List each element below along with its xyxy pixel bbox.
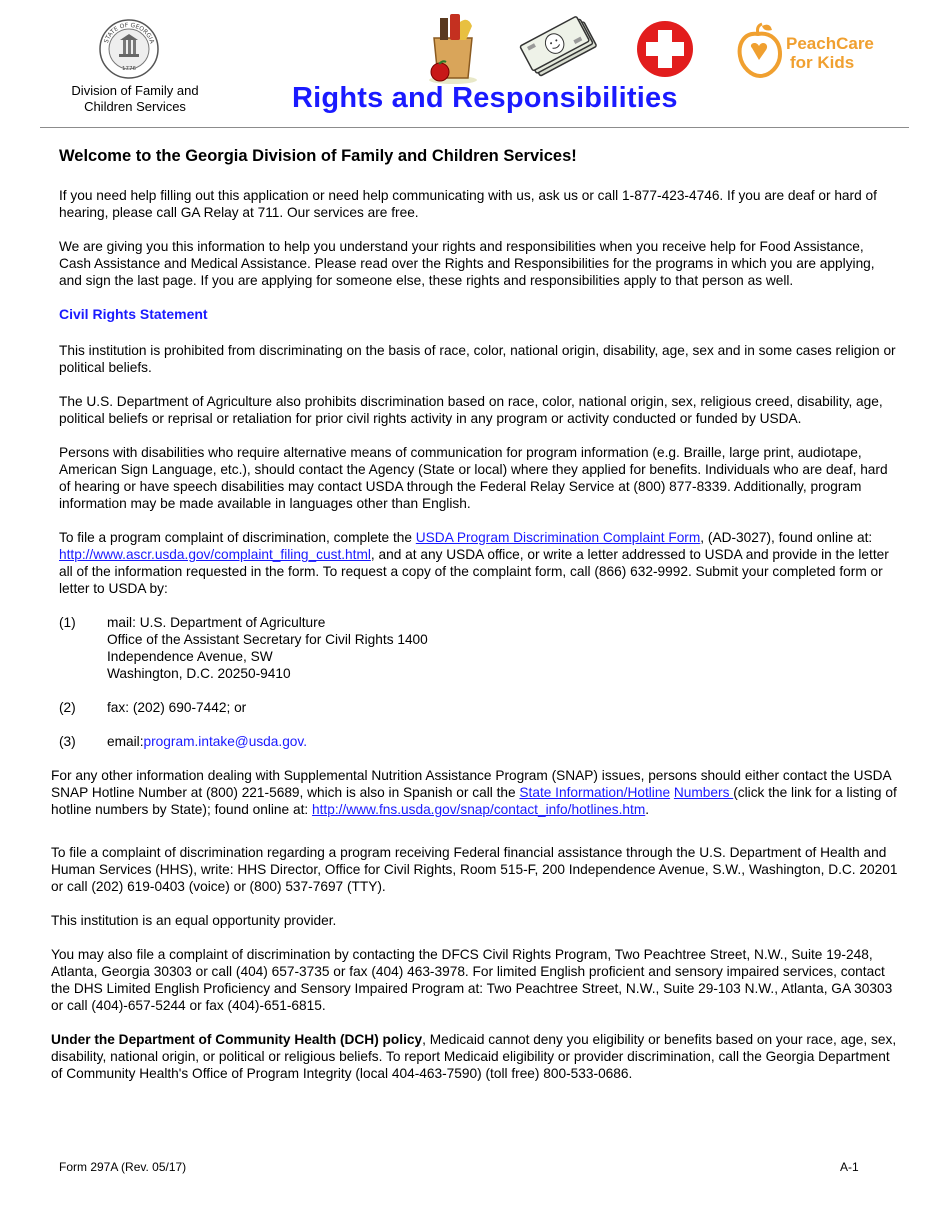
complaint-text-c: , and at any USDA office, or write a letter addressed to USDA and provide in the letter all of the information requested in the form. To request a copy of the complaint form, call (866) 632-9992. Submit your completed form or letter to USDA by: (59, 547, 889, 596)
division-name (40, 83, 230, 115)
complaint-form-link[interactable]: USDA Program Discrimination Complaint Form (415, 530, 701, 545)
form-number: Form 297A (Rev. 05/17) (59, 1160, 187, 1174)
hhs-paragraph: To file a complaint of discrimination regarding a program receiving Federal financial assistance through the U.S. Department of Health and Human Services (HHS), write: HHS Director, Office for Civil Rights, Room 515-F, 200 Independence Avenue, S.W., Washington, D.C. 20201 or call (202) 619-0403 (voice) or (800) 537-7697 (TTY). (51, 845, 898, 894)
dch-paragraph (51, 1031, 899, 1082)
georgia-seal (98, 18, 160, 80)
dch-heading: Under the Department of Community Health (DCH) policy (51, 1032, 423, 1047)
list-item-fax (59, 699, 899, 716)
list-item-email (59, 733, 899, 750)
list-item-mail (59, 614, 899, 682)
peachcare-line1: PeachCare (786, 34, 874, 53)
complaint-paragraph (59, 529, 899, 597)
page-number: A-1 (840, 1160, 859, 1174)
list-number-1: (1) (59, 615, 76, 630)
page-title: Rights and Responsibilities (292, 82, 678, 114)
civil-paragraph-1: This institution is prohibited from discriminating on the basis of race, color, national origin, disability, age, sex and in some cases religion or political beliefs. (59, 343, 896, 375)
civil-paragraph-3: Persons with disabilities who require alternative means of communication for program information (e.g. Braille, large print, audiotape, American Sign Language, etc.), should contact the Agency (State or local) where they applied for benefits. Individuals who are deaf, hard of hearing or have speech disabilities may contact USDA through the Federal Relay Service at (800) 877-8339. Additionally, program information may be made available in languages other than English. (59, 445, 888, 511)
email-label: email: (107, 734, 144, 749)
snap-text-c: . (645, 802, 650, 817)
seal-text: STATE OF GEORGIA (102, 21, 156, 45)
money-stack-icon (523, 15, 599, 79)
list-number-2: (2) (59, 700, 76, 715)
mail-address (107, 614, 428, 682)
complaint-text-a: To file a program complaint of discrimination, complete the (59, 530, 416, 545)
seal-year: 1776 (122, 66, 136, 72)
snap-text-b: (click the link for a listing of hotline numbers by State); found online at: (51, 785, 897, 817)
numbers-link[interactable]: Numbers (673, 785, 734, 800)
mail-line4: Washington, D.C. 20250-9410 (107, 666, 291, 681)
intro-paragraph-2: We are giving you this information to help you understand your rights and responsibilities when you receive help for Food Assistance, Cash Assistance and Medical Assistance. Please read over the Rights and Responsibilities for the programs in which you are applying, and sign the last page. If you are applying for someone else, these rights and responsibilities apply to that person as well. (59, 239, 875, 288)
mail-line2: Office of the Assistant Secretary for Civil Rights 1400 (107, 632, 428, 647)
dfcs-paragraph: You may also file a complaint of discrimination by contacting the DFCS Civil Rights Program, Two Peachtree Street, N.W., Suite 19-248, Atlanta, Georgia 30303 or call (404) 657-3735 or fax (404) 463-3978. For limited English proficient and sensory impaired services, contact the DHS Limited English Proficiency and Sensory Impaired Program at: Two Peachtree Street, N.W., Suite 29-103 N.W., Atlanta, GA 30303 or call (404)-657-5244 or fax (404)-651-6815. (51, 947, 893, 1013)
welcome-heading: Welcome to the Georgia Division of Family and Children Services! (59, 147, 577, 165)
medical-cross-icon (636, 20, 694, 78)
civil-rights-heading: Civil Rights Statement (59, 306, 208, 322)
division-line1: Division of Family and (71, 83, 199, 98)
snap-paragraph (51, 767, 899, 818)
dch-text: , Medicaid cannot deny you eligibility or benefits based on your race, age, sex, disability, national origin, or political or religious beliefs. To report Medicaid eligibility or provider discrimination, call the Georgia Department of Community Health's Office of Program Integrity (local 404-463-7590) (toll free) 800-533-0686. (51, 1032, 897, 1081)
snap-hotlines-url-link[interactable]: http://www.fns.usda.gov/snap/contact_info/hotlines.htm (312, 802, 646, 817)
list-number-3: (3) (59, 734, 76, 749)
division-line2: Children Services (84, 99, 186, 114)
peachcare-line2: for Kids (790, 53, 855, 72)
complaint-text-b: , (AD-3027), found online at: (700, 530, 873, 545)
civil-paragraph-2: The U.S. Department of Agriculture also prohibits discrimination based on race, color, national origin, sex, religious creed, disability, age, political beliefs or reprisal or retaliation for prior civil rights activity in any program or activity conducted or funded by USDA. (59, 394, 883, 426)
state-info-hotline-link[interactable]: State Information/Hotline (519, 785, 671, 800)
snap-text-a: For any other information dealing with Supplemental Nutrition Assistance Program (SNAP) issues, persons should either contact the USDA SNAP Hotline Number at (800) 221-5689, which is also in Spanish or call the (51, 768, 891, 800)
header-divider (40, 127, 909, 128)
peachcare-logo (734, 22, 874, 80)
complaint-filing-url-link[interactable]: http://www.ascr.usda.gov/complaint_filing_cust.html (59, 547, 371, 562)
document-body (51, 146, 899, 1099)
fax-number: fax: (202) 690-7442; or (107, 700, 247, 715)
email-link[interactable]: program.intake@usda.gov. (143, 734, 308, 749)
grocery-bag-icon (420, 10, 486, 86)
mail-line1: mail: U.S. Department of Agriculture (107, 615, 326, 630)
intro-paragraph-1: If you need help filling out this application or need help communicating with us, ask us or call 1-877-423-4746. If you are deaf or hard of hearing, please call GA Relay at 711. Our services are free. (59, 188, 877, 220)
equal-opportunity-statement: This institution is an equal opportunity provider. (51, 913, 337, 928)
mail-line3: Independence Avenue, SW (107, 649, 273, 664)
